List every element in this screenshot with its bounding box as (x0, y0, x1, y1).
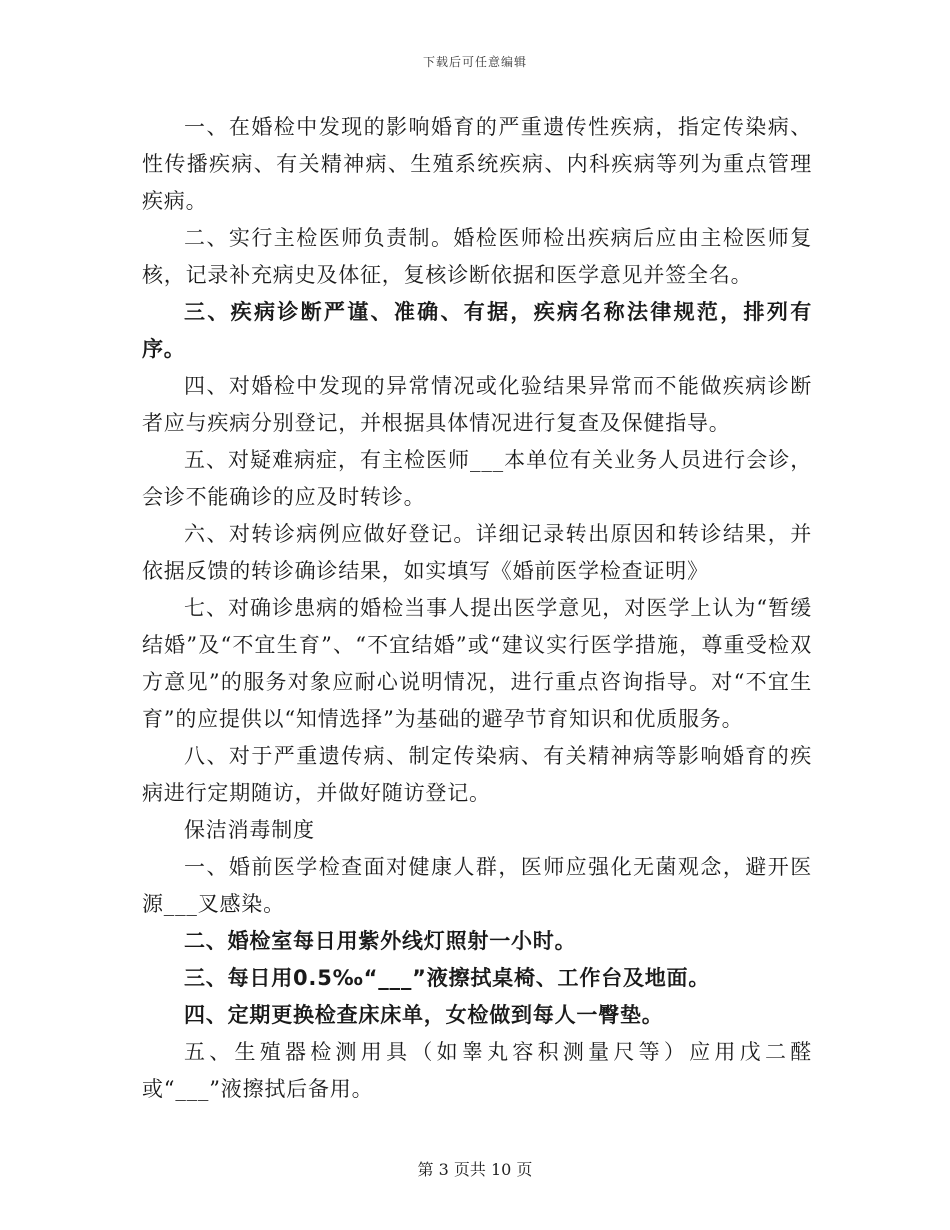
document-body (142, 109, 812, 1108)
paragraph-13: 五、生殖器检测用具（如睾丸容积测量尺等）应用戊二醛或“___”液擦拭后备用。 (142, 1040, 812, 1101)
paragraph-3: 三、疾病诊断严谨、准确、有据，疾病名称法律规范，排列有序。 (142, 300, 812, 361)
paragraph-11: 三、每日用0.5‰“___”液擦拭桌椅、工作台及地面。 (184, 966, 711, 990)
section-heading: 保洁消毒制度 (184, 818, 315, 842)
paragraph-12: 四、定期更换检查床床单，女检做到每人一臀垫。 (184, 1003, 664, 1027)
paragraph-1: 一、在婚检中发现的影响婚育的严重遗传性疾病，指定传染病、性传播疾病、有关精神病、生殖系统疾病、内科疾病等列为重点管理疾病。 (142, 115, 812, 213)
paragraph-5: 五、对疑难病症，有主检医师___本单位有关业务人员进行会诊，会诊不能确诊的应及时转诊。 (142, 448, 812, 509)
paragraph-8: 八、对于严重遗传病、制定传染病、有关精神病等影响婚育的疾病进行定期随访，并做好随访登记。 (142, 744, 812, 805)
page-number: 第 3 页共 10 页 (417, 1160, 533, 1179)
header-note: 下载后可任意编辑 (422, 55, 527, 69)
paragraph-9: 一、婚前医学检查面对健康人群，医师应强化无菌观念，避开医源___叉感染。 (142, 855, 812, 916)
paragraph-7: 七、对确诊患病的婚检当事人提出医学意见，对医学上认为“暂缓结婚”及“不宜生育”、“不宜结婚”或“建议实行医学措施，尊重受检双方意见”的服务对象应耐心说明情况，进行重点咨询指导。对“不宜生育”的应提供以“知情选择”为基础的避孕节育知识和优质服务。 (142, 596, 812, 731)
paragraph-4: 四、对婚检中发现的异常情况或化验结果异常而不能做疾病诊断者应与疾病分别登记，并根据具体情况进行复查及保健指导。 (142, 374, 812, 435)
paragraph-6: 六、对转诊病例应做好登记。详细记录转出原因和转诊结果，并依据反馈的转诊确诊结果，如实填写《婚前医学检查证明》 (142, 522, 812, 583)
paragraph-10: 二、婚检室每日用紫外线灯照射一小时。 (184, 929, 577, 953)
paragraph-2: 二、实行主检医师负责制。婚检医师检出疾病后应由主检医师复核，记录补充病史及体征，复核诊断依据和医学意见并签全名。 (142, 226, 812, 287)
